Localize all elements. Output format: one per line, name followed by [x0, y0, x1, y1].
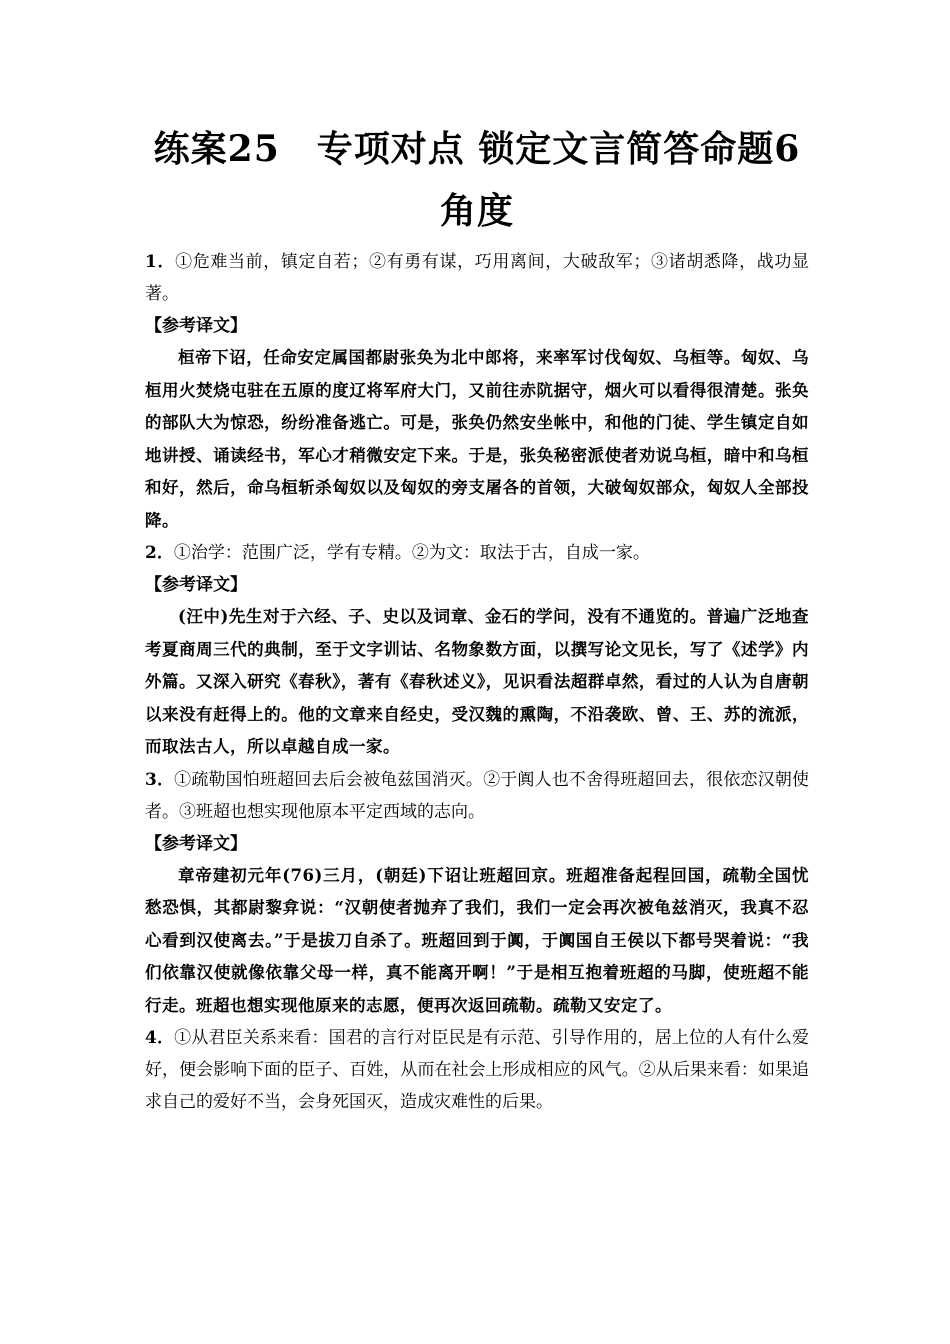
question-number: 3． [145, 769, 175, 790]
document-page [145, 118, 809, 1118]
translation-1: 桓帝下诏，任命安定属国都尉张奂为北中郎将，来率军讨伐匈奴、乌桓等。匈奴、乌桓用火焚烧屯驻在五原的度辽将军府大门，又前往赤阬据守，烟火可以看得很清楚。张奂的部队大为惊恐，纷纷准备逃亡。可是，张奂仍然安坐帐中，和他的门徒、学生镇定自如地讲授、诵读经书，军心才稍微安定下来。于是，张奂秘密派使者劝说乌桓，暗中和乌桓和好，然后，命乌桓斩杀匈奴以及匈奴的旁支屠各的首领，大破匈奴部众，匈奴人全部投降。 [145, 348, 809, 530]
answer-text: ①治学：范围广泛，学有专精。②为文：取法于古，自成一家。 [173, 543, 650, 563]
translation-2: (汪中)先生对于六经、子、史以及词章、金石的学问，没有不通览的。普遍广泛地查考夏商周三代的典制，至于文字训诂、名物象数方面，以撰写论文见长，写了《述学》内外篇。又深入研究《春秋》，著有《春秋述义》，见识看法超群卓然，看过的人认为自唐朝以来没有赶得上的。他的文章来自经史，受汉魏的熏陶，不沿袭欧、曾、王、苏的流派，而取法古人，所以卓越自成一家。 [145, 607, 809, 756]
answer-4 [145, 1022, 809, 1118]
translation-3: 章帝建初元年(76)三月，(朝廷)下诏让班超回京。班超准备起程回国，疏勒全国忧愁恐惧，其都尉黎弇说：“汉朝使者抛弃了我们，我们一定会再次被龟兹消灭，我真不忍心看到汉使离去。”于是拔刀自杀了。班超回到于阗，于阗国自王侯以下都号哭着说：“我们依靠汉使就像依靠父母一样，真不能离开啊！”于是相互抱着班超的马脚，使班超不能行走。班超也想实现他原来的志愿，便再次返回疏勒。疏勒又安定了。 [145, 865, 809, 1015]
page-title: 练案25 专项对点 锁定文言简答命题6角度 [153, 128, 801, 232]
question-number: 2． [145, 543, 174, 563]
answer-1 [145, 246, 809, 310]
translation-label: 【参考译文】 [145, 316, 247, 336]
question-number: 1． [145, 252, 176, 272]
translation-label: 【参考译文】 [145, 575, 247, 595]
answer-text: ①从君臣关系来看：国君的言行对臣民是有示范、引导作用的，居上位的人有什么爱好，便会影响下面的臣子、百姓，从而在社会上形成相应的风气。②从后果来看：如果追求自己的爱好不当，会身死国灭，造成灾难性的后果。 [145, 1028, 809, 1112]
translation-label: 【参考译文】 [145, 833, 247, 854]
question-number: 4． [145, 1028, 175, 1048]
answer-text: ①疏勒国怕班超回去后会被龟兹国消灭。②于阗人也不舍得班超回去，很依恋汉朝使者。③班超也想实现他原本平定西域的志向。 [145, 769, 809, 822]
answer-2 [145, 537, 809, 569]
answer-text: ①危难当前，镇定自若；②有勇有谋，巧用离间，大破敌军；③诸胡悉降，战功显著。 [145, 252, 809, 304]
answer-3 [145, 764, 809, 828]
